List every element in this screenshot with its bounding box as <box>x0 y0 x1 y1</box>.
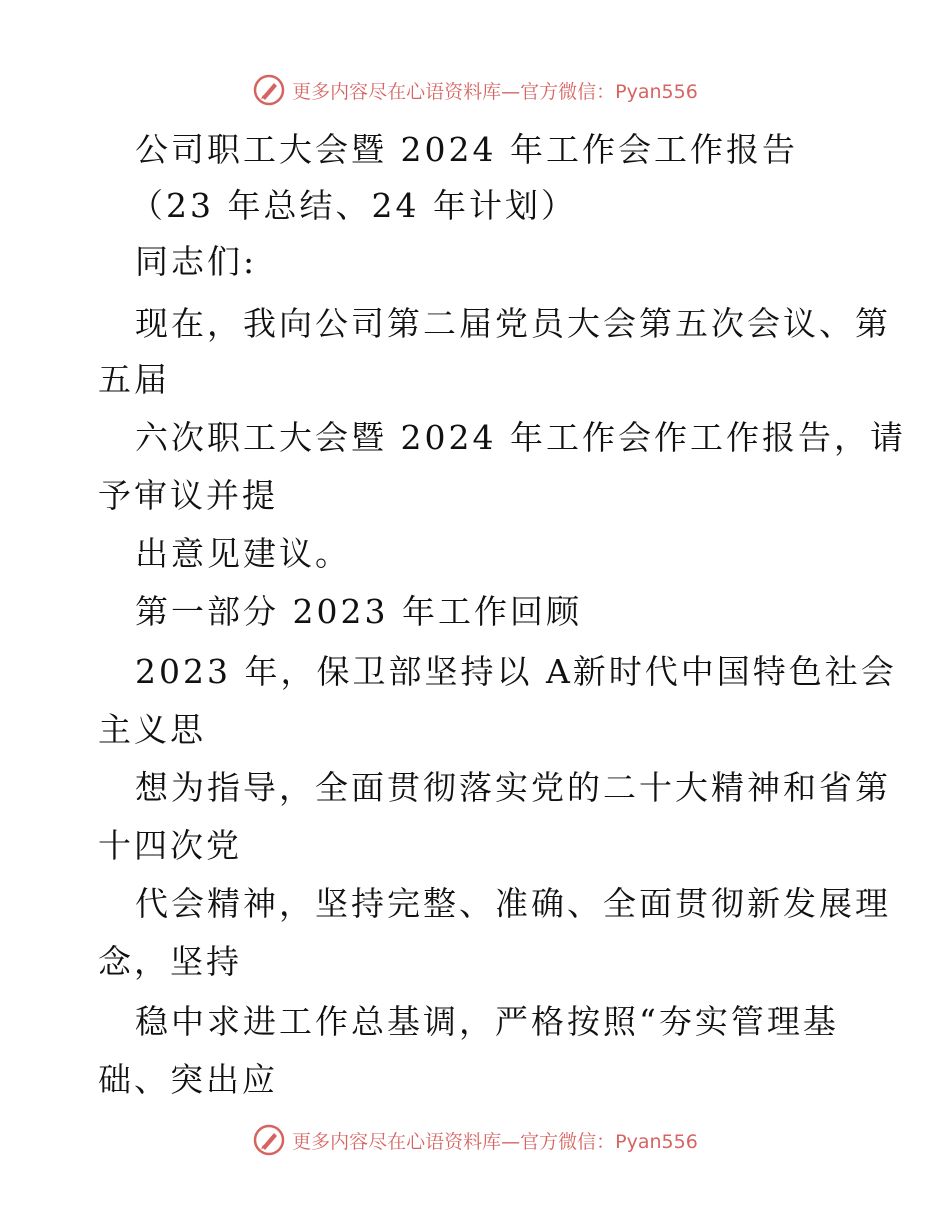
watermark-text: 更多内容尽在心语资料库—官方微信：Pyan556 <box>292 1130 698 1153</box>
header-watermark <box>0 70 950 110</box>
document-title: 公司职工大会暨 2024 年工作会工作报告 <box>135 130 798 169</box>
pen-circle-logo-icon <box>252 73 286 107</box>
paragraph-line: 2023 年，保卫部坚持以 A新时代中国特色社会 <box>135 652 897 691</box>
paragraph-line: 六次职工大会暨 2024 年工作会作工作报告，请 <box>135 418 906 457</box>
watermark-text: 更多内容尽在心语资料库—官方微信：Pyan556 <box>292 80 698 103</box>
document-subtitle: （23 年总结、24 年计划） <box>130 186 577 225</box>
paragraph-line: 想为指导，全面贯彻落实党的二十大精神和省第 <box>135 768 891 807</box>
paragraph-line: 十四次党 <box>98 826 242 865</box>
footer-watermark <box>0 1120 950 1160</box>
paragraph-line: 稳中求进工作总基调，严格按照“夯实管理基 <box>135 1002 839 1041</box>
paragraph-line: 予审议并提 <box>98 476 278 515</box>
pen-circle-logo-icon <box>252 1123 286 1157</box>
paragraph-line: 代会精神，坚持完整、准确、全面贯彻新发展理 <box>135 884 891 923</box>
section-heading: 第一部分 2023 年工作回顾 <box>135 592 582 631</box>
paragraph-line: 础、突出应 <box>98 1060 278 1099</box>
salutation: 同志们: <box>135 242 258 281</box>
paragraph-line: 主义思 <box>98 710 206 749</box>
paragraph-line: 五届 <box>98 360 170 399</box>
paragraph-line: 现在，我向公司第二届党员大会第五次会议、第 <box>135 304 891 343</box>
paragraph-line: 念，坚持 <box>98 942 242 981</box>
paragraph-line: 出意见建议。 <box>135 534 351 573</box>
